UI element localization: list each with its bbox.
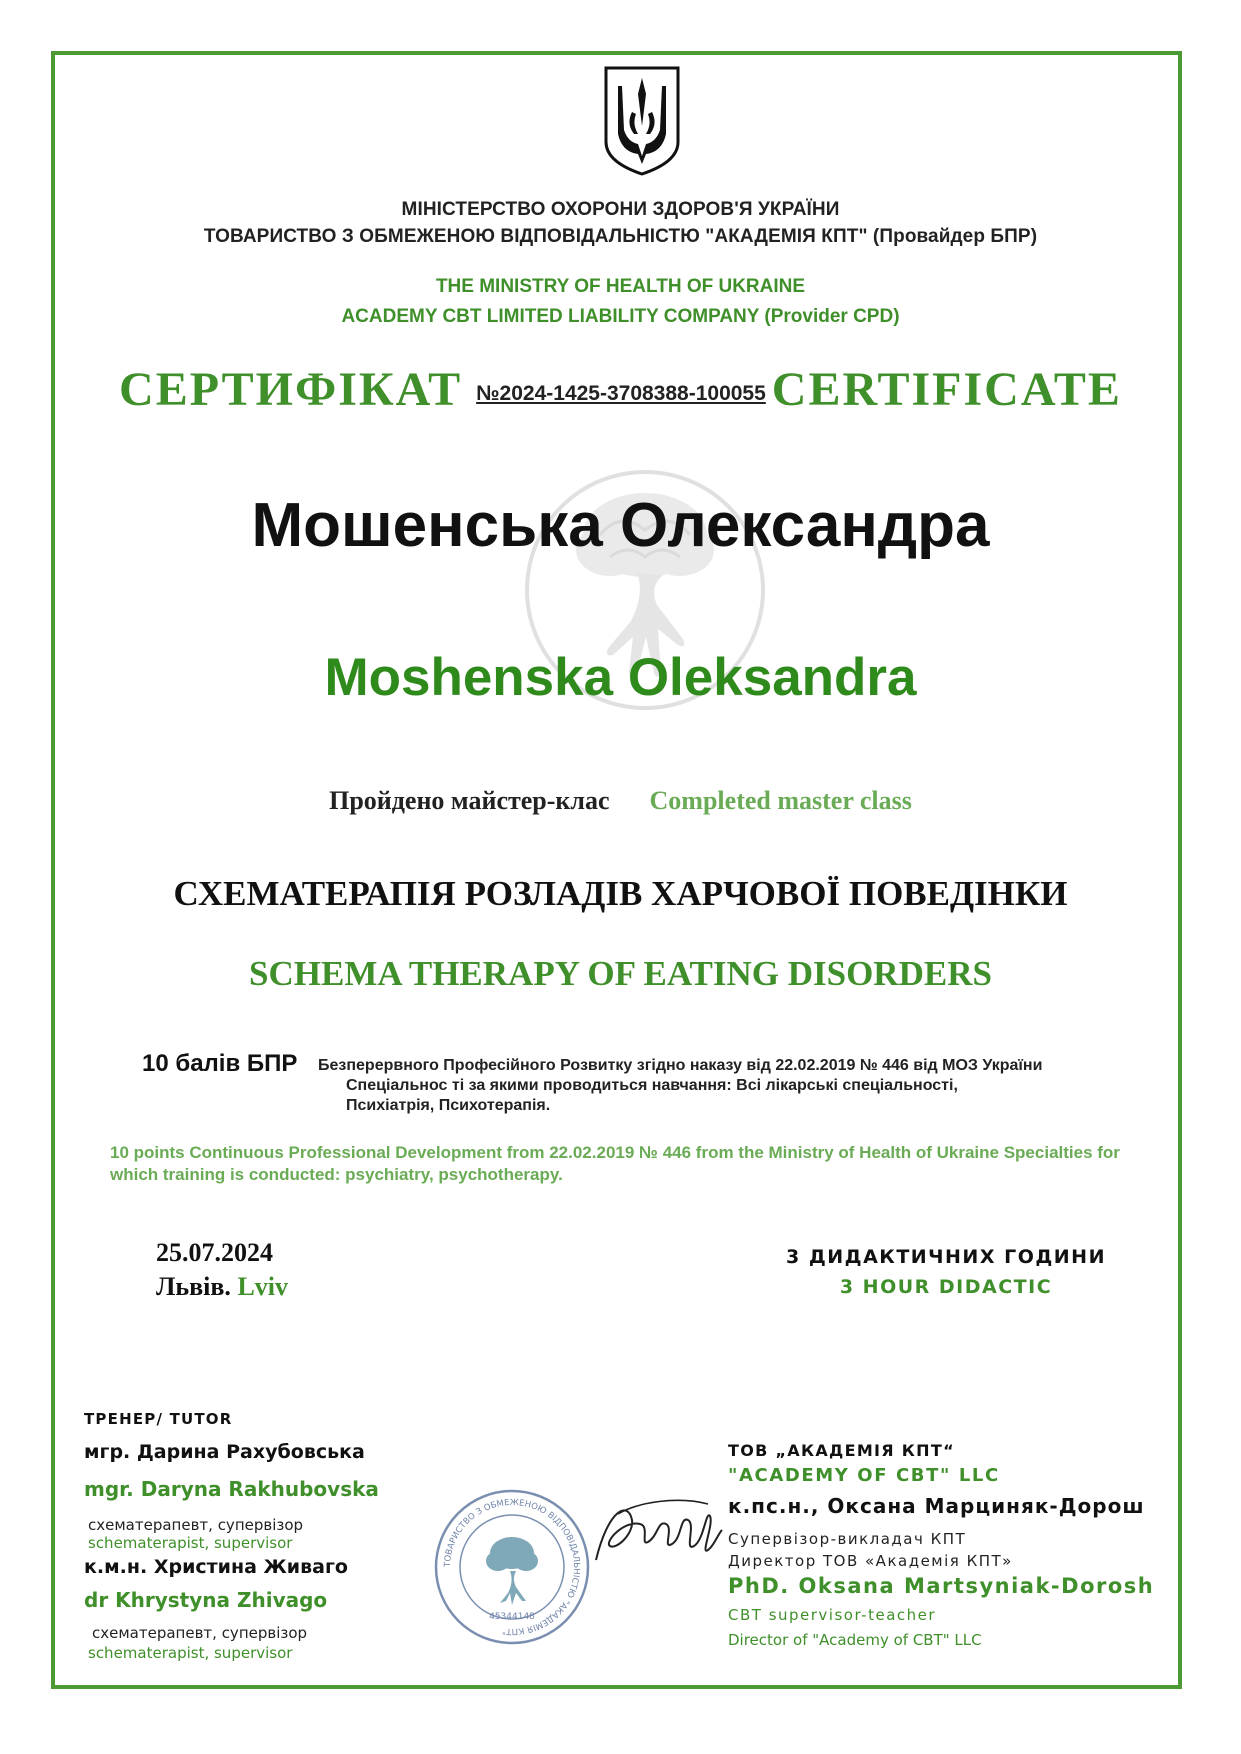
points-line-ua-1: Безперервного Професійного Розвитку згідно наказу від 22.02.2019 № 446 від МОЗ України	[318, 1057, 1043, 1074]
director-role-ua-1: Супервізор-викладач КПТ	[728, 1530, 967, 1548]
director-name-en: PhD. Oksana Martsyniak-Dorosh	[728, 1574, 1155, 1598]
course-title-en: SCHEMA THERAPY OF EATING DISORDERS	[249, 954, 992, 993]
tutor1-role-en: schematerapist, supervisor	[88, 1534, 293, 1552]
director-role-ua-2: Директор ТОВ «Академія КПТ»	[728, 1552, 1013, 1570]
director-name-ua: к.пс.н., Оксана Марциняк-Дорош	[728, 1494, 1145, 1518]
ministry-name-ua: МІНІСТЕРСТВО ОХОРОНИ ЗДОРОВ'Я УКРАЇНИ	[401, 199, 840, 220]
points-label-ua: 10 балів БПР	[142, 1050, 298, 1077]
stamp-code: 45344148	[489, 1612, 535, 1622]
company-name-en: ACADEMY CBT LIMITED LIABILITY COMPANY (Provider CPD)	[341, 306, 900, 327]
tutor-label: ТРЕНЕР/ TUTOR	[84, 1410, 233, 1428]
event-city-en: Lviv	[237, 1272, 289, 1301]
points-line-ua-2: Спеціальнос ті за якими проводиться навчання: Всі лікарські спеціальності,	[346, 1077, 958, 1094]
points-description-en	[110, 1142, 1130, 1186]
ministry-name-en: THE MINISTRY OF HEALTH OF UKRAINE	[435, 276, 806, 297]
tutor1-name-ua: мгр. Дарина Рахубовська	[84, 1441, 365, 1463]
company-name-ua: ТОВАРИСТВО З ОБМЕЖЕНОЮ ВІДПОВІДАЛЬНІСТЮ "АКАДЕМІЯ КПТ" (Провайдер БПР)	[203, 226, 1038, 247]
completion-label-ua: Пройдено майстер-клас	[329, 786, 610, 815]
hours-ua: 3 ДИДАКТИЧНИХ ГОДИНИ	[786, 1246, 1106, 1268]
completion-row	[0, 786, 1241, 816]
hours-en: 3 HOUR DIDACTIC	[839, 1276, 1053, 1298]
points-description-ua	[318, 1056, 1090, 1116]
tutor1-role-ua: схематерапевт, супервізор	[88, 1516, 304, 1534]
company-stamp	[432, 1487, 592, 1647]
certificate-title-en: CERTIFICATE	[771, 363, 1122, 416]
tutor1-name-en: mgr. Daryna Rakhubovska	[84, 1477, 379, 1501]
director-signature	[588, 1490, 726, 1572]
tutor2-role-en: schematerapist, supervisor	[88, 1644, 293, 1662]
event-city	[156, 1272, 288, 1302]
director-role-en-1: CBT supervisor-teacher	[728, 1606, 937, 1624]
points-line-en-1: 10 points Continuous Professional Development from 22.02.2019 № 446 from the Ministry of Health of Ukraine Specialties for	[110, 1143, 1120, 1162]
ukraine-trident-emblem	[602, 64, 682, 178]
ministry-header-ua	[0, 196, 1241, 250]
certificate-title-row	[0, 362, 1241, 417]
points-line-ua-3: Психіатрія, Психотерапія.	[346, 1097, 551, 1114]
director-role-en-2: Director of "Academy of CBT" LLC	[728, 1631, 982, 1649]
recipient-name-en: Moshenska Oleksandra	[324, 648, 917, 707]
certificate-title-ua: СЕРТИФІКАТ	[119, 363, 463, 416]
ministry-header-en	[0, 272, 1241, 332]
tutor2-role-ua: схематерапевт, супервізор	[92, 1624, 308, 1642]
event-city-ua: Львів.	[156, 1272, 231, 1301]
org-name-ua: ТОВ „АКАДЕМІЯ КПТ“	[728, 1441, 955, 1460]
course-title-ua: СХЕМАТЕРАПІЯ РОЗЛАДІВ ХАРЧОВОЇ ПОВЕДІНКИ	[173, 874, 1068, 913]
completion-label-en: Completed master class	[649, 786, 912, 815]
stamp-ring-text: ТОВАРИСТВО З ОБМЕЖЕНОЮ ВІДПОВІДАЛЬНІСТЮ "АКАДЕМІЯ КПТ"	[442, 1497, 582, 1637]
org-name-en: "ACADEMY OF CBT" LLC	[728, 1465, 1000, 1486]
tutor2-name-en: dr Khrystyna Zhivago	[84, 1588, 328, 1612]
points-line-en-2: which training is conducted: psychiatry, psychotherapy.	[110, 1165, 563, 1184]
event-date: 25.07.2024	[156, 1238, 273, 1267]
tutor2-name-ua: к.м.н. Христина Живаго	[84, 1556, 348, 1578]
certificate-number: №2024-1425-3708388-100055	[476, 381, 766, 405]
recipient-name-ua: Мошенська Олександра	[251, 491, 990, 560]
